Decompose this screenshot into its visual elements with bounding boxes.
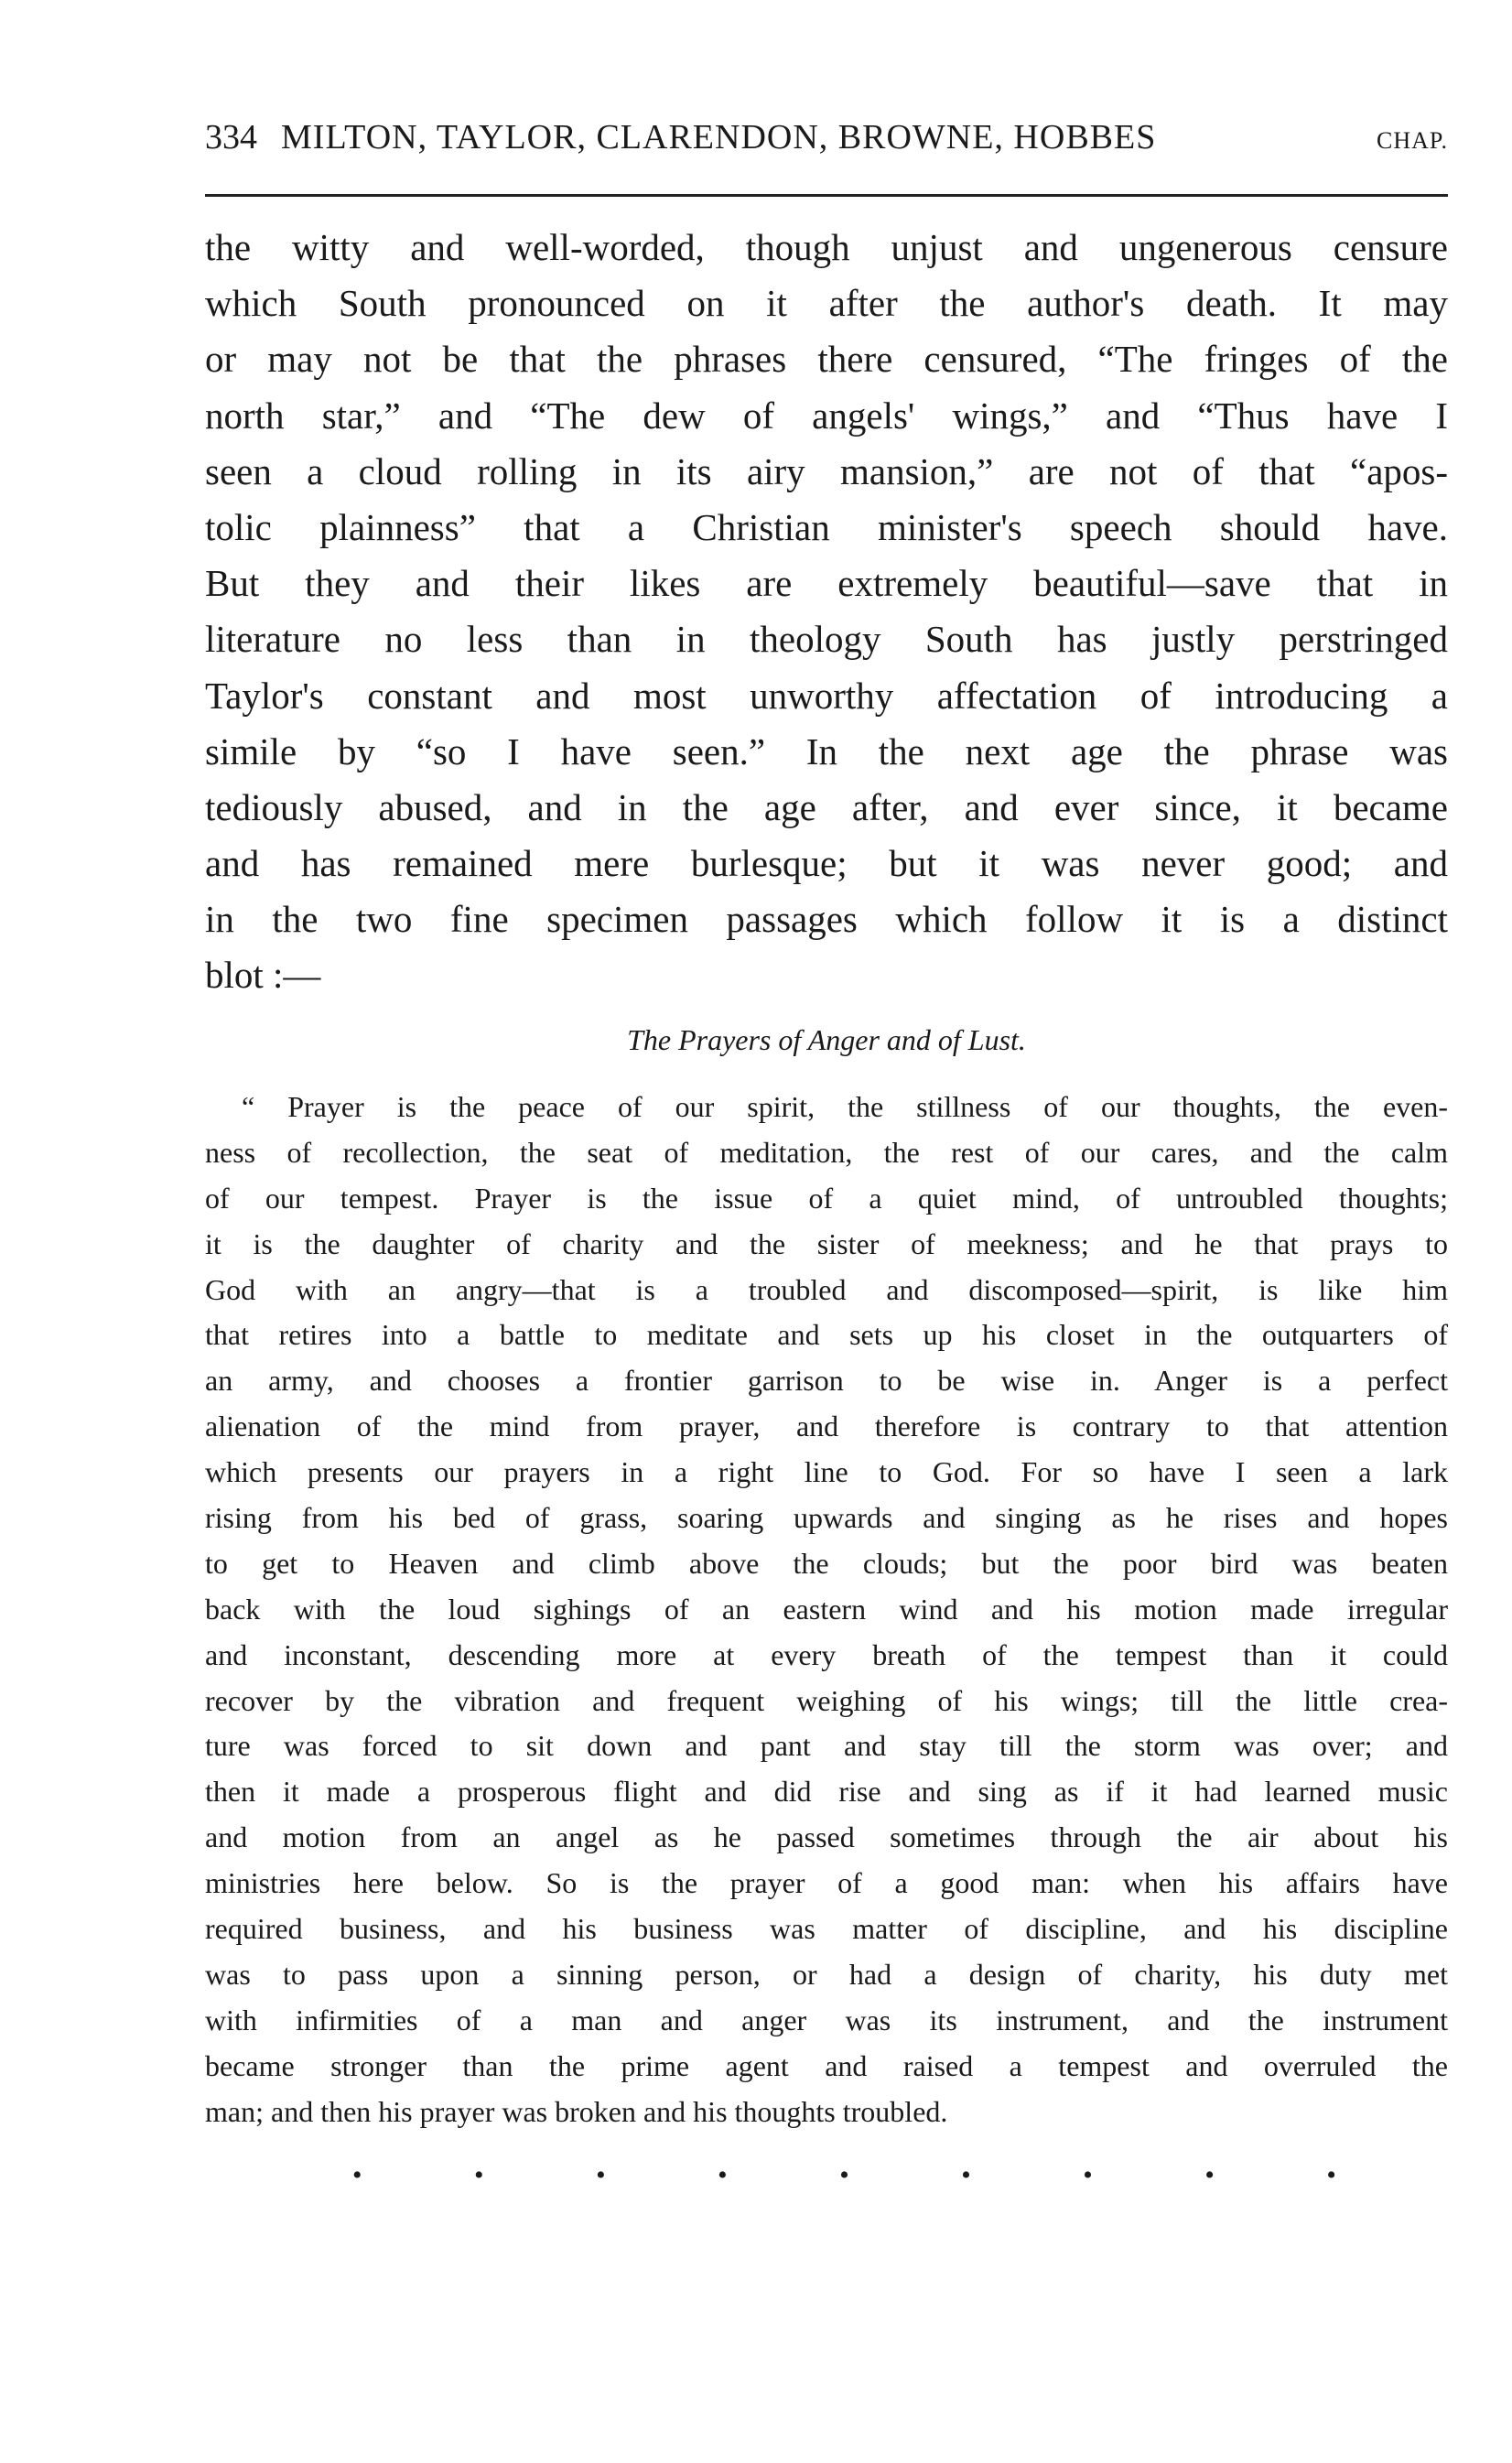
ellipsis-dots bbox=[352, 2160, 1336, 2191]
quote-line: ture was forced to sit down and pant and stay till the storm was over; and bbox=[205, 1729, 1448, 1763]
quote-line: which presents our prayers in a right line to God. For so have I seen a lark bbox=[205, 1455, 1448, 1489]
quote-line: that retires into a battle to meditate and sets up his closet in the outquarters of bbox=[205, 1318, 1448, 1352]
text-line: blot :— bbox=[205, 954, 321, 997]
quote-line: “ Prayer is the peace of our spirit, the stillness of our thoughts, the even- bbox=[242, 1090, 1448, 1123]
text-line: Taylor's constant and most unworthy affectation of introducing a bbox=[205, 674, 1448, 717]
quoted-extract bbox=[205, 1085, 1448, 2134]
quote-line: with infirmities of a man and anger was its instrument, and the instrument bbox=[205, 2003, 1448, 2036]
text-line: seen a cloud rolling in its airy mansion,” are not of that “apos- bbox=[205, 449, 1448, 492]
quote-line: and inconstant, descending more at every breath of the tempest than it could bbox=[205, 1637, 1448, 1671]
quote-line: back with the loud sighings of an eastern wind and his motion made irregular bbox=[205, 1592, 1448, 1626]
text-line: But they and their likes are extremely beautiful—save that in bbox=[205, 562, 1448, 605]
quote-line: of our tempest. Prayer is the issue of a quiet mind, of untroubled thoughts; bbox=[205, 1181, 1448, 1215]
ellipsis-dot: • bbox=[352, 2160, 362, 2190]
text-line: north star,” and “The dew of angels' wings,” and “Thus have I bbox=[205, 394, 1448, 437]
quote-line: and motion from an angel as he passed sometimes through the air about his bbox=[205, 1820, 1448, 1854]
quote-line: became stronger than the prime agent and raised a tempest and overruled the bbox=[205, 2048, 1448, 2082]
ellipsis-dot: • bbox=[961, 2160, 971, 2190]
quote-line: rising from his bed of grass, soaring upwards and singing as he rises and hopes bbox=[205, 1501, 1448, 1535]
ellipsis-dot: • bbox=[718, 2160, 728, 2190]
ellipsis-dot: • bbox=[1204, 2160, 1215, 2190]
text-line: tediously abused, and in the age after, and ever since, it became bbox=[205, 785, 1448, 828]
ellipsis-dot: • bbox=[474, 2160, 484, 2190]
text-line: literature no less than in theology South has justly perstringed bbox=[205, 618, 1448, 661]
text-line: simile by “so I have seen.” In the next age the phrase was bbox=[205, 729, 1448, 772]
running-header bbox=[205, 117, 1448, 163]
header-rule bbox=[205, 194, 1448, 197]
text-line: tolic plainness” that a Christian minister's speech should have. bbox=[205, 505, 1448, 548]
ellipsis-dot: • bbox=[596, 2160, 606, 2190]
quote-line: man; and then his prayer was broken and his thoughts troubled. bbox=[205, 2094, 948, 2128]
quote-line: alienation of the mind from prayer, and therefore is contrary to that attention bbox=[205, 1410, 1448, 1443]
running-title: MILTON, TAYLOR, CLARENDON, BROWNE, HOBBES bbox=[281, 118, 1157, 157]
quote-line: God with an angry—that is a troubled and discomposed—spirit, is like him bbox=[205, 1272, 1448, 1306]
quote-line: ministries here below. So is the prayer of a good man: when his affairs have bbox=[205, 1866, 1448, 1900]
page-number: 334 bbox=[205, 118, 257, 157]
quote-line: an army, and chooses a frontier garrison to be wise in. Anger is a perfect bbox=[205, 1364, 1448, 1398]
extract-title: The Prayers of Anger and of Lust. bbox=[627, 1023, 1026, 1056]
quote-line: to get to Heaven and climb above the clouds; but the poor bird was beaten bbox=[205, 1546, 1448, 1580]
quote-line: required business, and his business was matter of discipline, and his discipline bbox=[205, 1912, 1448, 1946]
quote-line: ness of recollection, the seat of meditation, the rest of our cares, and the calm bbox=[205, 1135, 1448, 1169]
ellipsis-dot: • bbox=[1326, 2160, 1336, 2190]
text-line: which South pronounced on it after the author's death. It may bbox=[205, 282, 1448, 325]
quote-line: was to pass upon a sinning person, or had a design of charity, his duty met bbox=[205, 1957, 1448, 1991]
ellipsis-dot: • bbox=[839, 2160, 849, 2190]
body-paragraph bbox=[205, 220, 1448, 1004]
chapter-label: CHAP. bbox=[1377, 127, 1448, 154]
text-line: and has remained mere burlesque; but it was never good; and bbox=[205, 842, 1448, 885]
quote-line: recover by the vibration and frequent weighing of his wings; till the little crea- bbox=[205, 1683, 1448, 1717]
quote-line: it is the daughter of charity and the sister of meekness; and he that prays to bbox=[205, 1226, 1448, 1260]
text-line: or may not be that the phrases there censured, “The fringes of the bbox=[205, 338, 1448, 381]
text-line: in the two fine specimen passages which follow it is a distinct bbox=[205, 898, 1448, 941]
text-line: the witty and well-worded, though unjust and ungenerous censure bbox=[205, 226, 1448, 268]
ellipsis-dot: • bbox=[1083, 2160, 1093, 2190]
quote-line: then it made a prosperous flight and did rise and sing as if it had learned music bbox=[205, 1775, 1448, 1809]
